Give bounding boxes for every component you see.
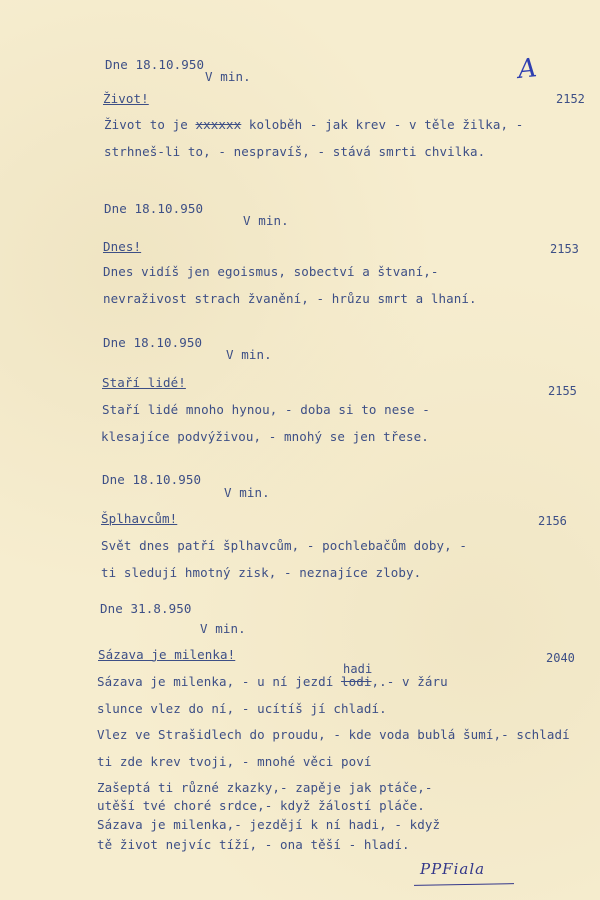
- entry-5-number: 2040: [546, 651, 575, 665]
- entry-3-place: V min.: [226, 347, 272, 362]
- entry-5-line-3: Vlez ve Strašidlech do proudu, - kde voda bublá šumí,- schladí: [97, 727, 570, 742]
- entry-5-line-8: tě život nejvíc tíží, - ona těší - hladí.: [97, 837, 410, 852]
- entry-2-title: Dnes!: [103, 239, 142, 254]
- entry-2-line-2: nevraživost strach žvanění, - hrůzu smrt a lhaní.: [103, 291, 477, 306]
- entry-1-number: 2152: [556, 92, 585, 106]
- entry-5-line-2: slunce vlez do ní, - ucítíš jí chladí.: [97, 701, 387, 716]
- entry-2-date: Dne 18.10.950: [104, 201, 204, 216]
- entry-2-place: V min.: [243, 213, 289, 228]
- entry-5-line-1: Sázava je milenka, - u ní jezdí lodi,.- v žáru: [97, 674, 448, 689]
- entry-4-date: Dne 18.10.950: [102, 472, 202, 487]
- entry-1-line-2: strhneš-li to, - nespravíš, - stává smrti chvilka.: [104, 144, 486, 159]
- entry-1-place: V min.: [205, 69, 251, 84]
- entry-1-date: Dne 18.10.950: [105, 57, 205, 72]
- entry-1-line-1: Život to je xxxxxx koloběh - jak krev - v těle žilka, -: [104, 117, 524, 132]
- entry-3-line-2: klesajíce podvýživou, - mnohý se jen třese.: [101, 429, 429, 444]
- entry-5-title: Sázava je milenka!: [98, 647, 236, 662]
- entry-1-title: Život!: [103, 91, 149, 106]
- entry-5-insertion: hadi: [343, 662, 373, 676]
- entry-5-place: V min.: [200, 621, 246, 636]
- entry-3-date: Dne 18.10.950: [103, 335, 203, 350]
- entry-3-number: 2155: [548, 384, 577, 398]
- entry-3-line-1: Staří lidé mnoho hynou, - doba si to nese -: [102, 402, 430, 417]
- entry-4-title: Šplhavcům!: [101, 511, 178, 526]
- corner-letter: A: [516, 53, 539, 85]
- entry-5-line-4: ti zde krev tvoji, - mnohé věci poví: [97, 754, 372, 769]
- signature: PPFiala: [420, 860, 486, 878]
- entry-5-line-7: Sázava je milenka,- jezdějí k ní hadi, - když: [97, 817, 441, 832]
- entry-4-line-2: ti sledují hmotný zisk, - neznajíce zloby.: [101, 565, 422, 580]
- entry-4-place: V min.: [224, 485, 270, 500]
- entry-2-number: 2153: [550, 242, 579, 256]
- entry-4-line-1: Svět dnes patří šplhavcům, - pochlebačům doby, -: [101, 538, 468, 553]
- entry-2-line-1: Dnes vidíš jen egoismus, sobectví a štvaní,-: [103, 264, 439, 279]
- entry-5-line-6: utěší tvé choré srdce,- když žálostí pláče.: [97, 798, 425, 813]
- entry-4-number: 2156: [538, 514, 567, 528]
- entry-3-title: Staří lidé!: [102, 375, 186, 390]
- entry-5-line-5: Zašeptá ti různé zkazky,- zapěje jak ptáče,-: [97, 780, 433, 795]
- entry-5-date: Dne 31.8.950: [100, 601, 192, 616]
